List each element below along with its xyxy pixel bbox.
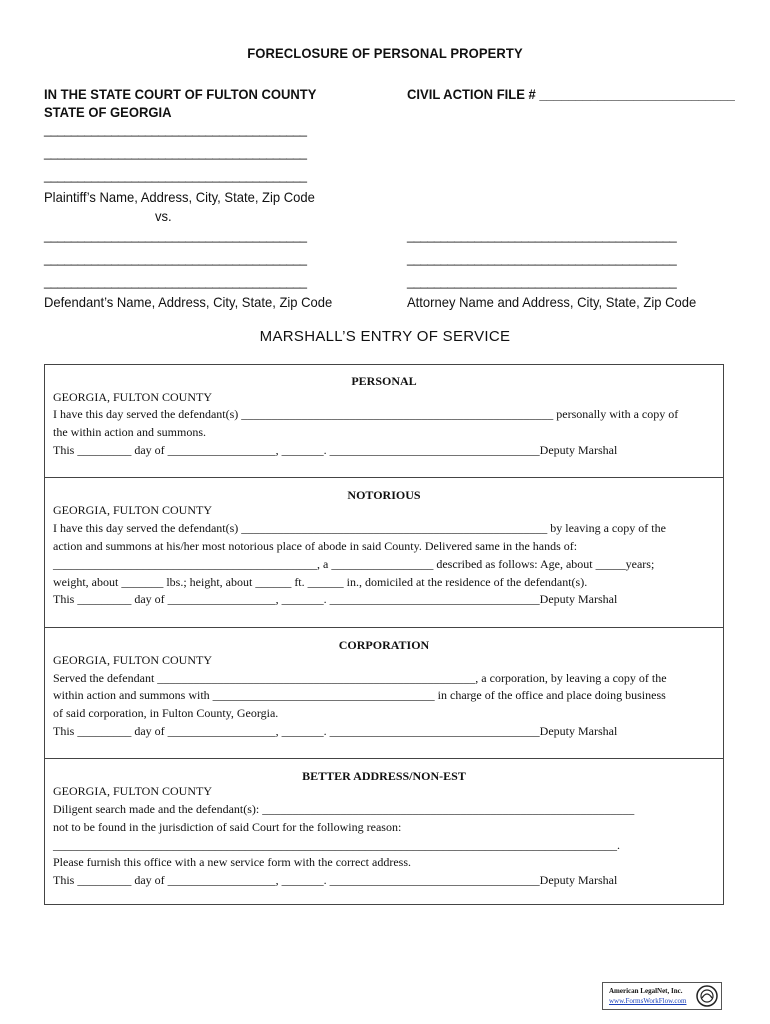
personal-county: GEORGIA, FULTON COUNTY	[53, 390, 213, 404]
better-address-line-2: not to be found in the jurisdiction of said Court for the following reason:	[53, 820, 402, 834]
personal-service-section	[44, 364, 724, 478]
state-name: STATE OF GEORGIA	[44, 104, 172, 120]
notorious-date-signature[interactable]: This _________ day of __________________, _______. ___________________________________Deputy Marshal	[53, 592, 618, 606]
corporation-line-3: of said corporation, in Fulton County, Georgia.	[53, 706, 279, 720]
attorney-line-1[interactable]: ________________________________________	[407, 228, 677, 243]
attorney-line-3[interactable]: ________________________________________	[407, 274, 677, 289]
better-address-heading: BETTER ADDRESS/NON-EST	[302, 769, 466, 783]
defendant-line-2[interactable]: _______________________________________	[44, 251, 307, 266]
attorney-label: Attorney Name and Address, City, State, Zip Code	[407, 294, 697, 310]
corporation-heading: CORPORATION	[338, 638, 430, 652]
corporation-in-charge-line[interactable]: within action and summons with _____________________________________ in charge of the office and place doing business	[53, 688, 666, 702]
entry-of-service-title: MARSHALL’S ENTRY OF SERVICE	[259, 328, 511, 345]
publisher-name: American LegalNet, Inc.	[609, 987, 683, 995]
defendant-line-3[interactable]: _______________________________________	[44, 274, 307, 289]
defendant-label: Defendant’s Name, Address, City, State, Zip Code	[44, 294, 333, 310]
notorious-served-line[interactable]: I have this day served the defendant(s) ___________________________________________________ by leaving a copy of the	[53, 521, 666, 535]
attorney-line-2[interactable]: ________________________________________	[407, 251, 677, 266]
personal-heading: PERSONAL	[351, 374, 417, 388]
form-title: FORECLOSURE OF PERSONAL PROPERTY	[247, 45, 523, 61]
better-address-county: GEORGIA, FULTON COUNTY	[53, 784, 213, 798]
personal-date-signature[interactable]: This _________ day of __________________, _______. ___________________________________Deputy Marshal	[53, 443, 618, 457]
plaintiff-line-1[interactable]: _______________________________________	[44, 122, 307, 137]
notorious-service-section	[44, 477, 724, 628]
better-address-line-4: Please furnish this office with a new service form with the correct address.	[53, 855, 411, 869]
versus-label: vs.	[155, 208, 172, 224]
corporation-served-line[interactable]: Served the defendant _____________________________________________________, a corporation, by leaving a copy of the	[53, 671, 667, 685]
publisher-link[interactable]: www.FormsWorkFlow.com	[609, 997, 687, 1005]
personal-line-2: the within action and summons.	[53, 425, 206, 439]
publisher-logo	[602, 982, 722, 1010]
corporation-date-signature[interactable]: This _________ day of __________________, _______. ___________________________________Deputy Marshal	[53, 724, 618, 738]
notorious-county: GEORGIA, FULTON COUNTY	[53, 503, 213, 517]
notorious-description-line[interactable]: weight, about _______ lbs.; height, about ______ ft. ______ in., domiciled at the residence of the defendant(s).	[53, 575, 588, 589]
plaintiff-label: Plaintiff’s Name, Address, City, State, Zip Code	[44, 189, 315, 205]
notorious-line-2: action and summons at his/her most notorious place of abode in said County. Delivered same in the hands of:	[53, 539, 578, 553]
plaintiff-line-2[interactable]: _______________________________________	[44, 145, 307, 160]
personal-served-line[interactable]: I have this day served the defendant(s) ____________________________________________________ personally with a copy of	[53, 407, 679, 421]
corporation-county: GEORGIA, FULTON COUNTY	[53, 653, 213, 667]
court-name: IN THE STATE COURT OF FULTON COUNTY	[44, 86, 317, 102]
plaintiff-line-3[interactable]: _______________________________________	[44, 168, 307, 183]
better-address-section	[44, 758, 724, 905]
civil-action-file-field[interactable]: CIVIL ACTION FILE # ___________________________	[407, 86, 735, 102]
reason-line[interactable]: ______________________________________________________________________________________________.	[53, 838, 620, 852]
defendant-line-1[interactable]: _______________________________________	[44, 228, 307, 243]
better-address-date-signature[interactable]: This _________ day of __________________, _______. ___________________________________Deputy Marshal	[53, 873, 618, 887]
notorious-heading: NOTORIOUS	[347, 488, 421, 502]
seal-icon	[696, 985, 718, 1007]
corporation-service-section	[44, 627, 724, 759]
diligent-search-line[interactable]: Diligent search made and the defendant(s): ______________________________________________________________	[53, 802, 635, 816]
notorious-delivered-line[interactable]: ____________________________________________, a _________________ described as follows: Age, about _____years;	[53, 557, 655, 571]
